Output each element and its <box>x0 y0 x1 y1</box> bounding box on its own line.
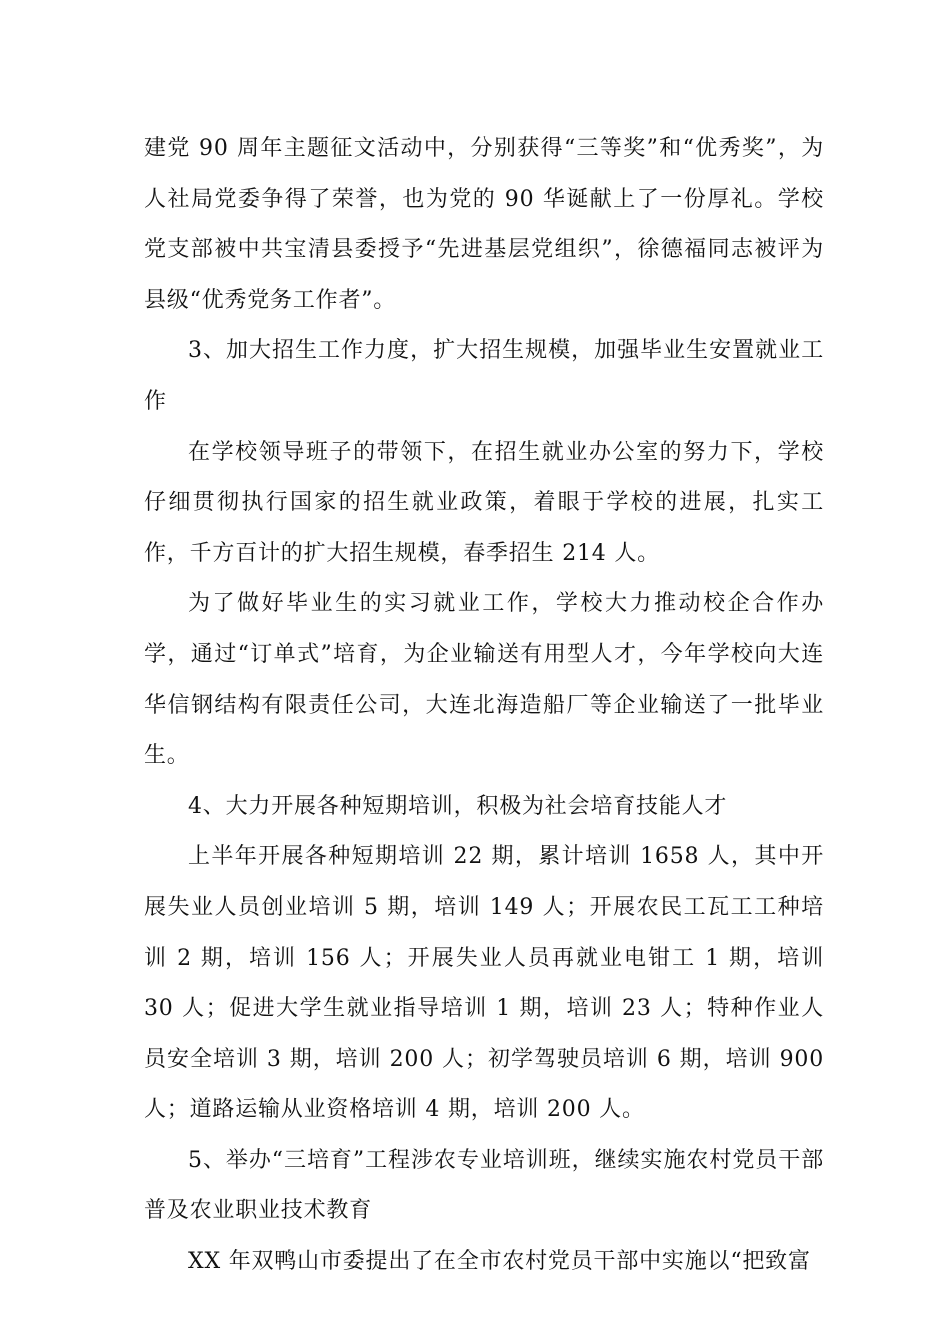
paragraph-7-heading: 5、举办“三培育”工程涉农专业培训班，继续实施农村党员干部普及农业职业技术教育 <box>144 1147 824 1224</box>
paragraph-8: XX 年双鸭山市委提出了在全市农村党员干部中实施以“把致富 <box>188 1249 811 1275</box>
paragraph-4: 为了做好毕业生的实习就业工作，学校大力推动校企合作办学，通过“订单式”培育，为企业输送有用型人才，今年学校向大连华信钢结构有限责任公司，大连北海造船厂等企业输送了一批毕业生。 <box>144 591 824 769</box>
paragraph-2-heading: 3、加大招生工作力度，扩大招生规模，加强毕业生安置就业工作 <box>144 338 824 414</box>
document-body <box>144 124 824 1288</box>
paragraph-6: 上半年开展各种短期培训 22 期，累计培训 1658 人，其中开展失业人员创业培训 5 期，培训 149 人；开展农民工瓦工工种培训 2 期，培训 156 人；开展失业人员再就业电钳工 1 期，培训 30 人；促进大学生就业指导培训 1 期，培训 23 人；特种作业人员安全培训 3 期，培训 200 人；初学驾驶员培训 6 期，培训 900 人；道路运输从业资格培训 4 期，培训 200 人。 <box>144 844 824 1123</box>
paragraph-1: 建党 90 周年主题征文活动中，分别获得“三等奖”和“优秀奖”，为人社局党委争得了荣誉，也为党的 90 华诞献上了一份厚礼。学校党支部被中共宝清县委授予“先进基层党组织”，徐德福同志被评为县级“优秀党务工作者”。 <box>144 136 824 313</box>
paragraph-3: 在学校领导班子的带领下，在招生就业办公室的努力下，学校仔细贯彻执行国家的招生就业政策，着眼于学校的进展，扎实工作，千方百计的扩大招生规模，春季招生 214 人。 <box>144 439 824 566</box>
paragraph-5-heading: 4、大力开展各种短期培训，积极为社会培育技能人才 <box>188 793 728 819</box>
